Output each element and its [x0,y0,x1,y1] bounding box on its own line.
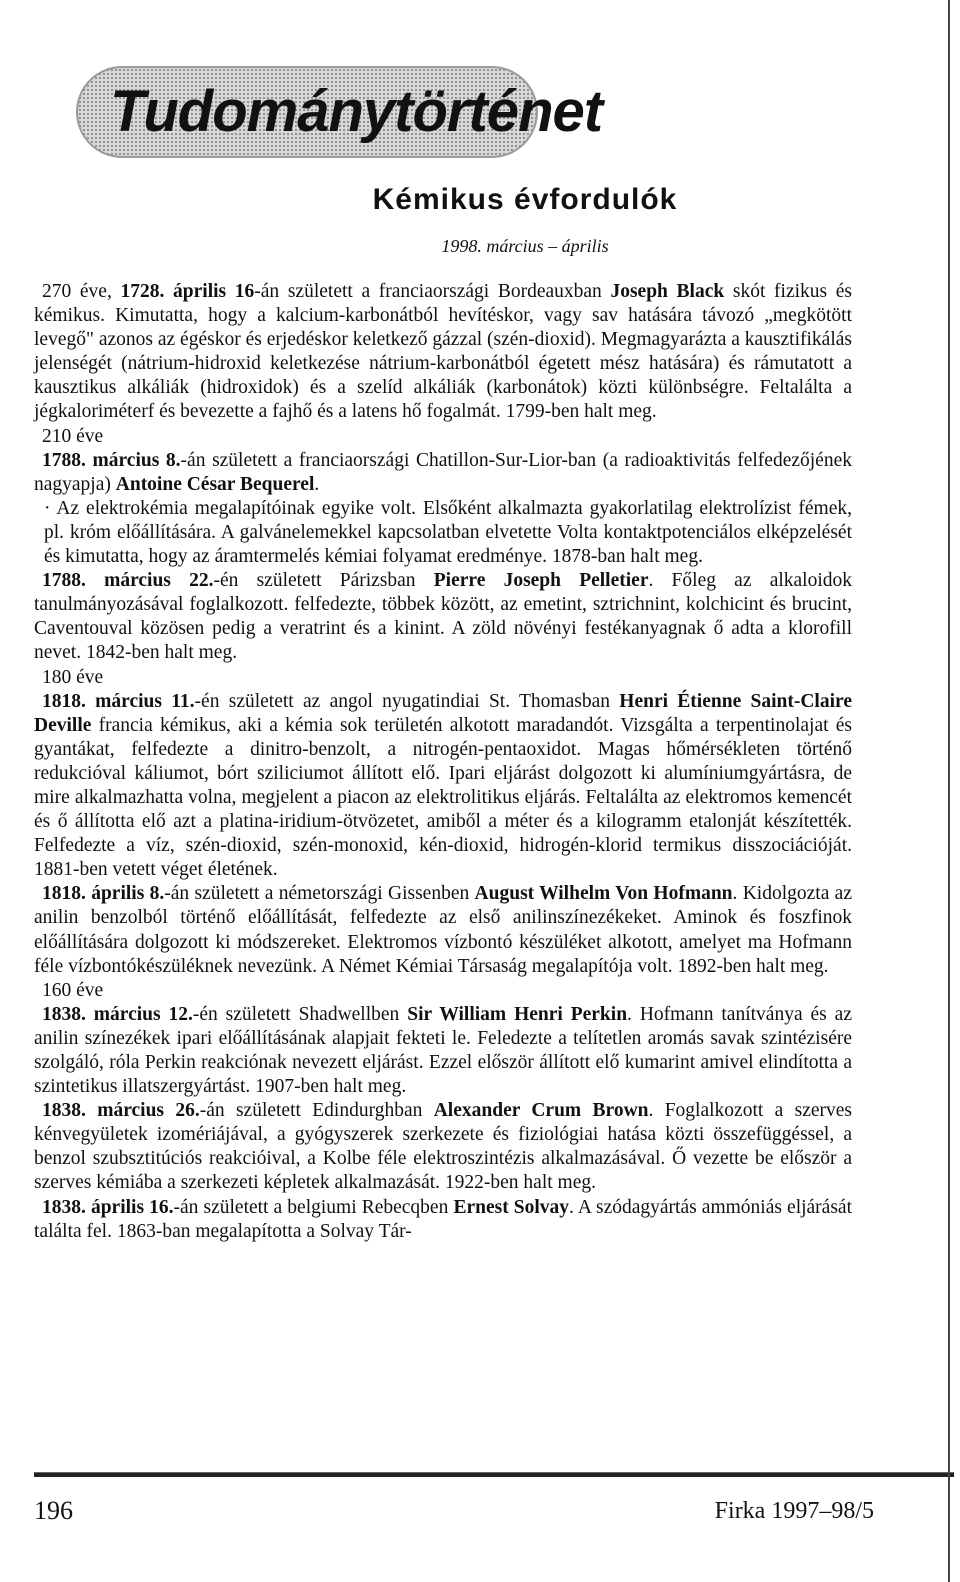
bold-run: Antoine César Bequerel [115,473,315,495]
text-run: · Az elektrokémia megalapítóinak egyike volt. Elsőként alkalmazta gyakorlatilag elektrolízist fémek, pl. króm előállítására. A galvánelemekkel kapcsolatban elvetette Volta kontaktpotenciálos elképzelését és kimutatta, hogy az áramtermelés kémiai folyamat eredménye. 1878-ban halt meg. [44,497,852,568]
page-number: 196 [34,1496,73,1525]
text-run: -én született Párizsban [213,570,434,592]
text-run: -én született Shadwellben [192,1003,408,1025]
text-run: -án született a franciaországi Chatillon-Sur-Lior-ban (a radioaktivitás felfedezőjének nagyapja) [34,449,852,495]
bold-run: 1788. március 22. [42,570,214,592]
text-run: . Foglalkozott a szerves kénvegyületek izomériájával, a gyógyszerek szerkezete és fiziológiai hatása közti összefüggéssel, a benzol szubsztitúciós reakcióival, a Kolbe féle elektroszintézis alkalmazásával. Ő vezette be először a szerves kémiába a szerkezeti képletek alkalmazását. 1922-ben halt meg. [34,1100,852,1194]
paragraph [34,449,852,497]
bold-run: Ernest Solvay [453,1196,570,1218]
paragraph [34,979,852,1003]
text-run: -án született a franciaországi Bordeauxban [254,281,611,302]
text-run: -án született a belgiumi Rebecqben [173,1196,454,1218]
paragraph [34,425,852,449]
bold-run: 1818. március 11. [42,690,195,712]
text-run: 210 éve [42,425,104,447]
section-title: Tudománytörténet [110,79,603,144]
bold-run: 1838. március 12. [42,1003,193,1025]
paragraph [34,666,852,690]
paragraph [34,569,852,665]
article-body [34,280,852,1244]
journal-issue: Firka 1997–98/5 [714,1498,874,1524]
bold-run: Henri Étienne Saint-Claire Deville [34,690,852,736]
text-run: -án született Edindurghban [199,1100,434,1122]
article-date-range: 1998. március – április [441,236,609,256]
bold-run: Alexander Crum Brown [433,1100,649,1122]
text-run: . [314,473,320,495]
bold-run: August Wilhelm Von Hofmann [474,883,733,905]
paragraph [34,690,852,883]
text-run: . A szódagyártás ammóniás eljárását találta fel. 1863-ban megalapította a Solvay Tár- [34,1196,852,1242]
text-run: -án született a németországi Gissenben [164,883,475,905]
text-run: francia kémikus, aki a kémia sok területén alkotott maradandót. Vizsgálta a terpentinolajat és gyantákat, felfedezte a dinitro-benzolt, a nitrogén-pentaoxidot. Magas hőmérsékleten történő redukcióval káliumot, bórt sziliciumot állított elő. Ipari eljárást dolgozott ki alumíniumgyártásra, de mire alkalmazhatta volna, megjelent a piacon az elektrolitikus eljárás. Feltalálta az elektromos kemencét és ő állította elő azt a platina-iridium-ötvözetet, amiből a méter és a kilogramm etalonját készítették. Felfedezte a víz, szén-dioxid, szén-monoxid, kén-dioxid, hidrogén-klorid termikus disszociációját. 1881-ben vetett véget életének. [34,714,852,881]
text-run: . Hofmann tanítványa és az anilin színezékek ipari előállításának alapjait fekteti le. Feledezte a telítetlen aromás savak szintézisére szolgáló, róla Perkin reakciónak nevezett eljárást. Ezzel először állított elő kumarint amivel elindította a szintetikus illatszergyártást. 1907-ben halt meg. [34,1003,852,1098]
text-run: skót fizikus és kémikus. Kimutatta, hogy a kalcium-karbonátból hevítéskor, vagy sav hatására távozó „megkötött levegő" azonos az égéskor és erjedéskor keletkező gázzal (szén-dioxid). Megmagyarázta a kausztifikálás jelenségét (nátrium-hidroxid keletkezése nátrium-karbonátból égetett mész hatására) és rámutatott a kausztikus alkáliák (hidroxidok) és a szelíd alkáliák (karbonátok) közti különbségre. Feltalálta a jégkaloriméterf és bevezette a fajhő és a latens hő fogalmát. 1799-ben halt meg. [34,281,853,423]
bold-run: 1788. március 8. [42,449,181,471]
bold-run: 1838. április 16. [42,1196,174,1218]
bold-run: 1818. április 8. [42,883,165,905]
text-run: 270 éve, [42,281,121,302]
paragraph [34,1003,852,1099]
text-run: . Kidolgozta az anilin benzolból történő előállítását, felfedezte az első anilinszínezékeket. Aminok és foszfinok előállítására dolgozott ki módszereket. Elektromos vízbontó készüléket alkotott, amelyet ma Hofmann féle vízbontókészüléknek nevezünk. A Német Kémiai Társaság megalapítója volt. 1892-ben halt meg. [34,883,852,977]
bold-run: Joseph Black [610,281,725,302]
paragraph [34,882,852,978]
footer-rule [34,1472,954,1477]
bold-run: Sir William Henri Perkin [407,1003,628,1025]
text-run: 180 éve [42,666,104,688]
paragraph [34,280,852,425]
paragraph [34,1196,852,1244]
paragraph [34,497,852,569]
text-run: 160 éve [42,979,104,1001]
article-title: Kémikus évfordulók [372,183,678,216]
bold-run: 1728. április 16 [120,281,255,302]
page-edge [948,0,950,1582]
bold-run: Pierre Joseph Pelletier [433,570,649,592]
bold-run: 1838. március 26. [42,1100,200,1122]
text-run: -én született az angol nyugatindiai St. Thomasban [194,690,620,712]
text-run: . Főleg az alkaloidok tanulmányozásával foglalkozott. felfedezte, többek között, az emetint, sztrichnint, kolchicint és brucint, Caventouval közösen pedig a veratrint és a kinint. A zöld növényi festékanyagnak ő adta a klorofill nevet. 1842-ben halt meg. [34,570,853,664]
paragraph [34,1099,852,1195]
